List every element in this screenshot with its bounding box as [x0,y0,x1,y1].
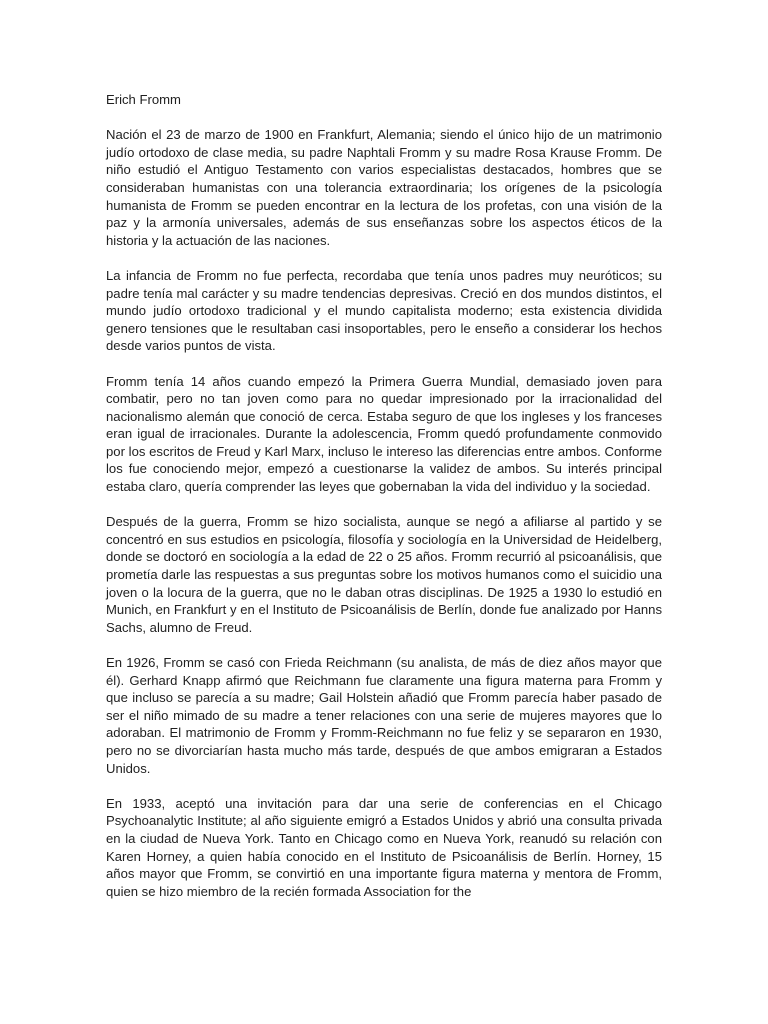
paragraph-3: Fromm tenía 14 años cuando empezó la Primera Guerra Mundial, demasiado joven para combatir, pero no tan joven como para no quedar impresionado por la irracionalidad del nacionalismo alemán que conoció de cerca. Estaba seguro de que los ingleses y los franceses eran igual de irracionales. Durante la adolescencia, Fromm quedó profundamente conmovido por los escritos de Freud y Karl Marx, incluso le intereso las diferencias entre ambos. Conforme los fue conociendo mejor, empezó a cuestionarse la validez de ambos. Su interés principal estaba claro, quería comprender las leyes que gobernaban la vida del individuo y la sociedad. [106,373,662,495]
paragraph-2: La infancia de Fromm no fue perfecta, recordaba que tenía unos padres muy neuróticos; su padre tenía mal carácter y su madre tendencias depresivas. Creció en dos mundos distintos, el mundo judío ortodoxo tradicional y el mundo capitalista moderno; esta existencia dividida genero tensiones que le resultaban casi insoportables, pero le enseño a considerar los hechos desde varios puntos de vista. [106,267,662,354]
paragraph-1: Nación el 23 de marzo de 1900 en Frankfurt, Alemania; siendo el único hijo de un matrimonio judío ortodoxo de clase media, su padre Naphtali Fromm y su madre Rosa Krause Fromm. De niño estudió el Antiguo Testamento con varios especialistas destacados, hombres que se consideraban humanistas con una tolerancia extraordinaria; los orígenes de la psicología humanista de Fromm se pueden encontrar en la lectura de los profetas, con una visión de la paz y la armonía universales, además de sus enseñanzas sobre los aspectos éticos de la historia y la actuación de las naciones. [106,127,662,248]
paragraph-4: Después de la guerra, Fromm se hizo socialista, aunque se negó a afiliarse al partido y se concentró en sus estudios en psicología, filosofía y sociología en la Universidad de Heidelberg, donde se doctoró en sociología a la edad de 22 o 25 años. Fromm recurrió al psicoanálisis, que prometía darle las respuestas a sus preguntas sobre los motivos humanos como el suicidio una joven o la locura de la guerra, que no le daban otras disciplinas. De 1925 a 1930 lo estudió en Munich, en Frankfurt y en el Instituto de Psicoanálisis de Berlín, donde fue analizado por Hanns Sachs, alumno de Freud. [106,514,662,635]
paragraph-5: En 1926, Fromm se casó con Frieda Reichmann (su analista, de más de diez años mayor que él). Gerhard Knapp afirmó que Reichmann fue claramente una figura materna para Fromm y que incluso se parecía a su madre; Gail Holstein añadió que Fromm parecía haber pasado de ser el niño mimado de su madre a tener relaciones con una serie de mujeres mayores que lo adoraban. El matrimonio de Fromm y Fromm-Reichmann no fue feliz y se separaron en 1930, pero no se divorciarían hasta mucho más tarde, después de que ambos emigraran a Estados Unidos. [106,655,662,776]
document-title: Erich Fromm [106,92,181,107]
document-page [106,91,662,918]
paragraph-6: En 1933, aceptó una invitación para dar una serie de conferencias en el Chicago Psychoanalytic Institute; al año siguiente emigró a Estados Unidos y abrió una consulta privada en la ciudad de Nueva York. Tanto en Chicago como en Nueva York, reanudó su relación con Karen Horney, a quien había conocido en el Instituto de Psicoanálisis de Berlín. Horney, 15 años mayor que Fromm, se convirtió en una importante figura materna y mentora de Fromm, quien se hizo miembro de la recién formada Association for the [106,795,662,899]
